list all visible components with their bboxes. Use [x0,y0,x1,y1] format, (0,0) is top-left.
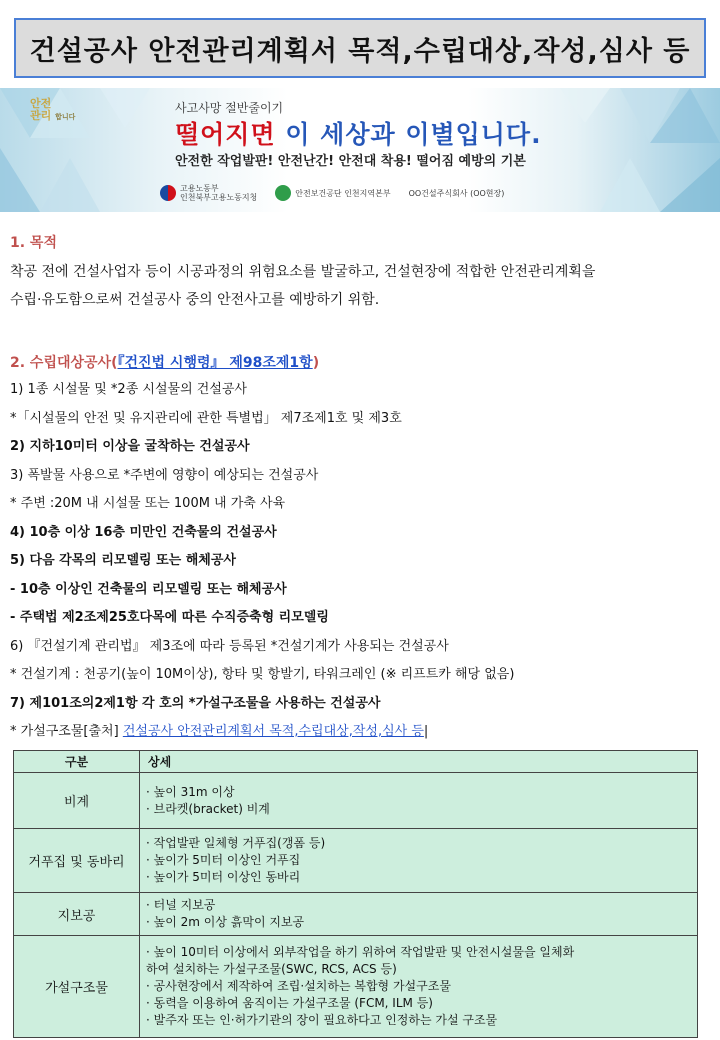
item-2: 2) 지하10미터 이상을 굴착하는 건설공사 [10,439,250,454]
item-4: 4) 10층 이상 16층 미만인 건축물의 건설공사 [10,524,277,540]
table-cell-detail: · 높이 31m 이상 · 브라켓(bracket) 비계 [140,773,698,829]
section1-line1: 착공 전에 건설사업자 등이 시공과정의 위험요소를 발굴하고, 건설현장에 적합한 안전관리계획을 [10,264,596,280]
headline-blue: 이 세상과 이별입니다. [285,120,542,149]
item-7: 7) 제101조의2제1항 각 호의 *가설구조물을 사용하는 건설공사 [10,695,381,711]
banner-organizations [160,184,580,202]
table-row [14,936,698,1038]
section1-line2: 수립·유도함으로써 건설공사 중의 안전사고를 예방하기 위함. [10,292,380,308]
safety-logo: 안전 관리 합니다 [30,97,76,122]
item-6: 6) 『건설기계 관리법』 제3조에 따라 등록된 *건설기계가 사용되는 건설공사 [10,638,449,654]
temporary-structure-table [13,750,698,1038]
org-kosha: 안전보건공단 인천지역본부 [275,185,390,201]
table-cell-category: 비계 [14,773,140,829]
table-cell-detail: · 높이 10미터 이상에서 외부작업을 하기 위하여 작업발판 및 안전시설물을 일체화 하여 설치하는 가설구조물(SWC, RCS, ACS 등) · 공사현장에서 제작하여 조립·설치하는 복합형 가설구조물 · 동력을 이용하여 움직이는 가설구조물 (FCM, ILM 등) · 발주자 또는 인·허가기관의 장이 필요하다고 인정하는 가설 구조물 [140,936,698,1038]
item-7-note: * 가설구조물[출처] 건설공사 안전관리계획서 목적,수립대상,작성,심사 등| [10,724,429,739]
org-moel: 고용노동부 인천북부고용노동지청 [160,184,257,202]
item-1-note: *「시설물의 안전 및 유지관리에 관한 특별법」 제7조제1호 및 제3호 [10,410,402,426]
table-row [14,893,698,936]
table-header-row [14,751,698,773]
section1-heading: 1. 목적 [10,235,57,251]
item-5b: - 주택법 제2조제25호다목에 따른 수직증축형 리모델링 [10,610,329,625]
item-5a: - 10층 이상인 건축물의 리모델링 또는 해체공사 [10,581,287,597]
page-title: 건설공사 안전관리계획서 목적,수립대상,작성,심사 등 [29,35,691,67]
government-emblem-icon [160,185,176,201]
table-cell-detail: · 터널 지보공 · 높이 2m 이상 흙막이 지보공 [140,893,698,936]
item-5: 5) 다음 각목의 리모델링 또는 해체공사 [10,553,236,568]
table-cell-category: 거푸집 및 동바리 [14,829,140,893]
table-cell-category: 지보공 [14,893,140,936]
table-row [14,829,698,893]
section2-heading: 2. 수립대상공사(『건진법 시행령』 제98조제1항) [10,355,320,371]
item-1: 1) 1종 시설물 및 *2종 시설물의 건설공사 [10,382,247,397]
main-content [10,232,710,747]
table-cell-detail: · 작업발판 일체형 거푸집(갱폼 등) · 높이가 5미터 이상인 거푸집 · 높이가 5미터 이상인 동바리 [140,829,698,893]
table-cell-category: 가설구조물 [14,936,140,1038]
source-link[interactable]: 건설공사 안전관리계획서 목적,수립대상,작성,심사 등 [122,724,424,739]
headline-red: 떨어지면 [175,120,276,149]
safety-banner [0,88,720,212]
item-3: 3) 폭발물 사용으로 *주변에 영향이 예상되는 건설공사 [10,467,319,483]
table-header-category: 구분 [14,751,140,773]
kosha-emblem-icon [275,185,291,201]
banner-subline: 안전한 작업발판! 안전난간! 안전대 착용! 떨어짐 예방의 기본 [175,154,526,169]
banner-slogan-top: 사고사망 절반줄이기 [175,101,284,115]
table-header-detail: 상세 [140,751,698,773]
org-company: OO건설주식회사 (OO현장) [408,188,505,198]
table-row [14,773,698,829]
page-title-box [14,18,706,78]
item-3-note: * 주변 :20M 내 시설물 또는 100M 내 가축 사육 [10,496,286,511]
law-link[interactable]: 『건진법 시행령』 제98조제1항 [117,355,313,371]
item-6-note: * 건설기계 : 천공기(높이 10M이상), 항타 및 항발기, 타워크레인 (※ 리프트카 해당 없음) [10,667,515,682]
banner-headline [175,115,542,151]
